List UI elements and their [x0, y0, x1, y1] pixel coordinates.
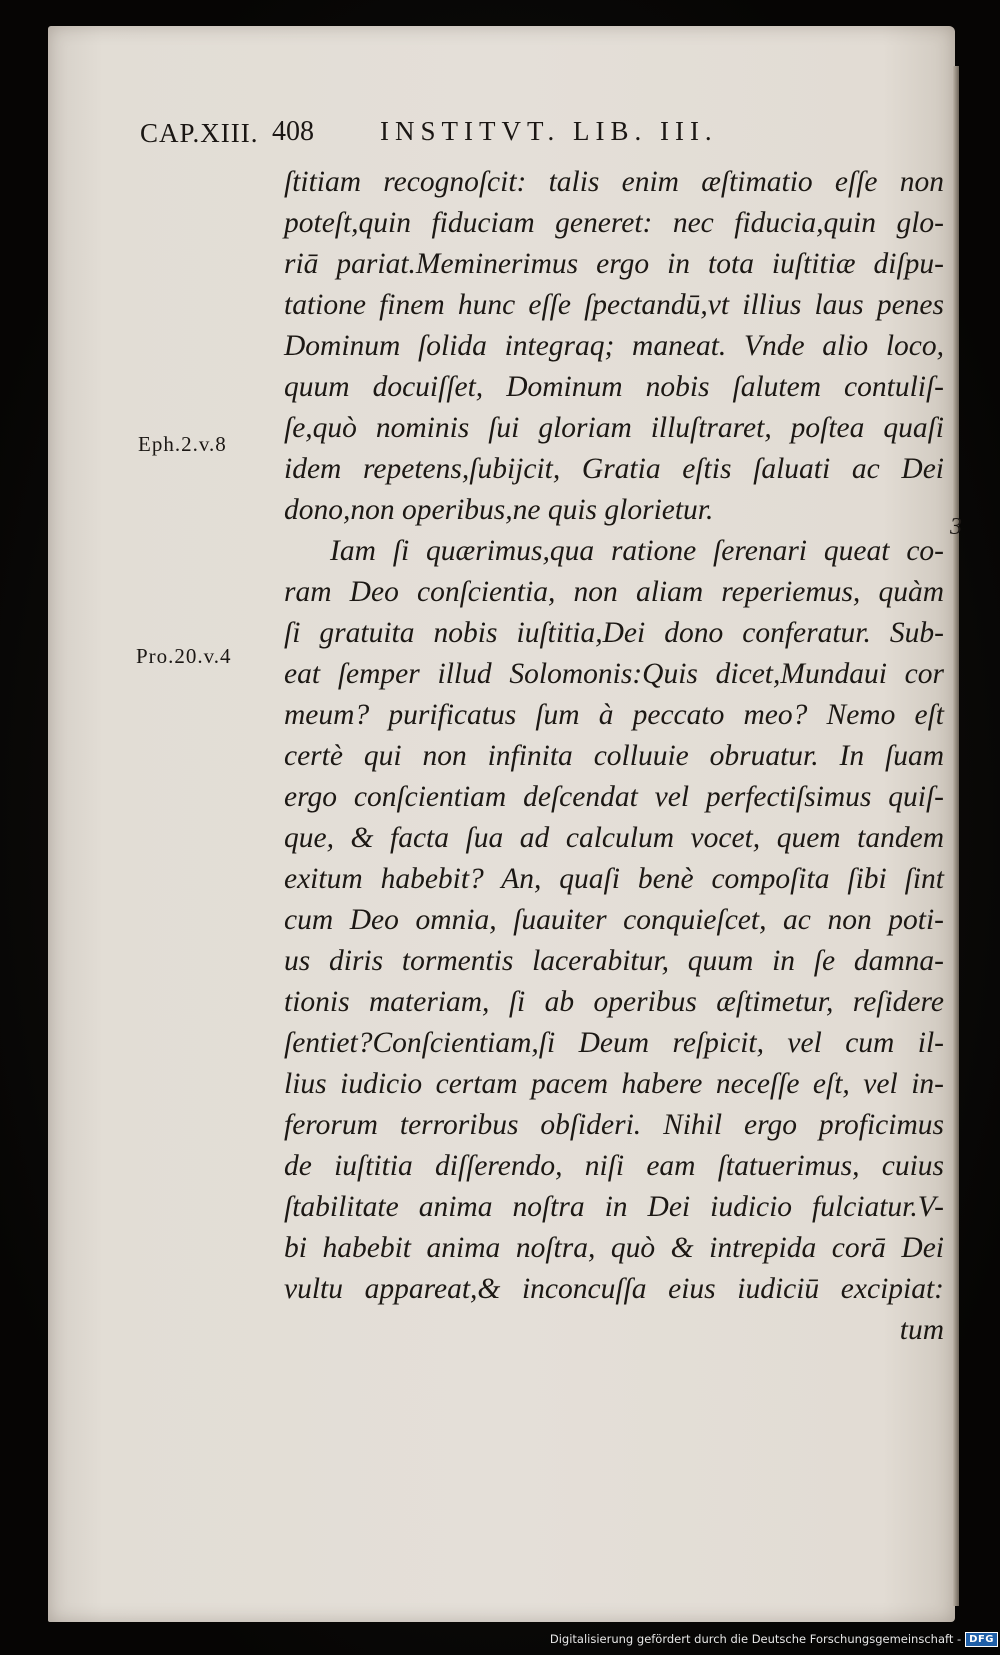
text-line: tatione finem hunc eſſe ſpectandū,vt illius laus penes	[284, 289, 944, 321]
text-line: us diris tormentis lacerabitur, quum in ſe damna-	[284, 945, 944, 977]
text-line: quum docuiſſet, Dominum nobis ſalutem contuliſ-	[284, 371, 944, 403]
text-line: exitum habebit? An, quaſi benè compoſita ſibi ſint	[284, 863, 944, 895]
page-header	[140, 118, 920, 158]
text-line: tionis materiam, ſi ab operibus æſtimetur, reſidere	[284, 986, 944, 1018]
text-line: eat ſemper illud Solomonis:Quis dicet,Mundaui cor	[284, 658, 944, 690]
digitization-footer	[549, 1629, 998, 1649]
text-line: Iam ſi quærimus,qua ratione ſerenari queat co-	[330, 535, 944, 567]
text-line: dono,non operibus,ne quis glorietur.	[284, 494, 714, 526]
margin-note-eph: Eph.2.v.8	[138, 432, 227, 456]
margin-note-pro: Pro.20.v.4	[136, 644, 232, 668]
text-line: ergo conſcientiam deſcendat vel perfectiſsimus quiſ-	[284, 781, 944, 813]
page-number: 408	[272, 116, 314, 147]
text-line: riā pariat.Meminerimus ergo in tota iuſtitiæ diſpu-	[284, 248, 944, 280]
body-text	[284, 162, 944, 1351]
text-line: cum Deo omnia, ſuauiter conquieſcet, ac non poti-	[284, 904, 944, 936]
text-line: poteſt,quin fiduciam generet: nec fiducia,quin glo-	[284, 207, 944, 239]
text-line: Dominum ſolida integraq; maneat. Vnde alio loco,	[284, 330, 944, 362]
catchword: tum	[899, 1314, 944, 1346]
text-line: ſtabilitate anima noſtra in Dei iudicio fulciatur.V-	[284, 1191, 944, 1223]
page-edge	[953, 66, 959, 1606]
text-line: ſentiet?Conſcientiam,ſi Deum reſpicit, vel cum il-	[284, 1027, 944, 1059]
text-line: lius iudicio certam pacem habere neceſſe eſt, vel in-	[284, 1068, 944, 1100]
footer-text: Digitalisierung gefördert durch die Deutsche Forschungsgemeinschaft -	[549, 1632, 962, 1646]
text-line: ſtitiam recognoſcit: talis enim æſtimatio eſſe non	[284, 166, 944, 198]
text-line: de iuſtitia diſſerendo, niſi eam ſtatuerimus, cuius	[284, 1150, 944, 1182]
text-line: ram Deo conſcientia, non aliam reperiemus, quàm	[284, 576, 944, 608]
text-line: certè qui non infinita colluuie obruatur. In ſuam	[284, 740, 944, 772]
running-title: INSTITVT. LIB. III.	[380, 116, 718, 146]
dfg-logo-icon: DFG	[965, 1632, 998, 1647]
text-line: idem repetens,ſubijcit, Gratia eſtis ſaluati ac Dei	[284, 453, 944, 485]
chapter-label: CAP.XIII.	[140, 118, 259, 148]
text-line: bi habebit anima noſtra, quò & intrepida corā Dei	[284, 1232, 944, 1264]
text-line: ferorum terroribus obſideri. Nihil ergo proficimus	[284, 1109, 944, 1141]
text-line: que, & facta ſua ad calculum vocet, quem tandem	[284, 822, 944, 854]
text-line: meum? purificatus ſum à peccato meo? Nemo eſt	[284, 699, 944, 731]
text-line: vultu appareat,& inconcuſſa eius iudiciū excipiat:	[284, 1273, 944, 1305]
text-line: ſi gratuita nobis iuſtitia,Dei dono conferatur. Sub-	[284, 617, 944, 649]
section-number: 3	[950, 514, 962, 540]
text-line: ſe,quò nominis ſui gloriam illuſtraret, poſtea quaſi	[284, 412, 944, 444]
